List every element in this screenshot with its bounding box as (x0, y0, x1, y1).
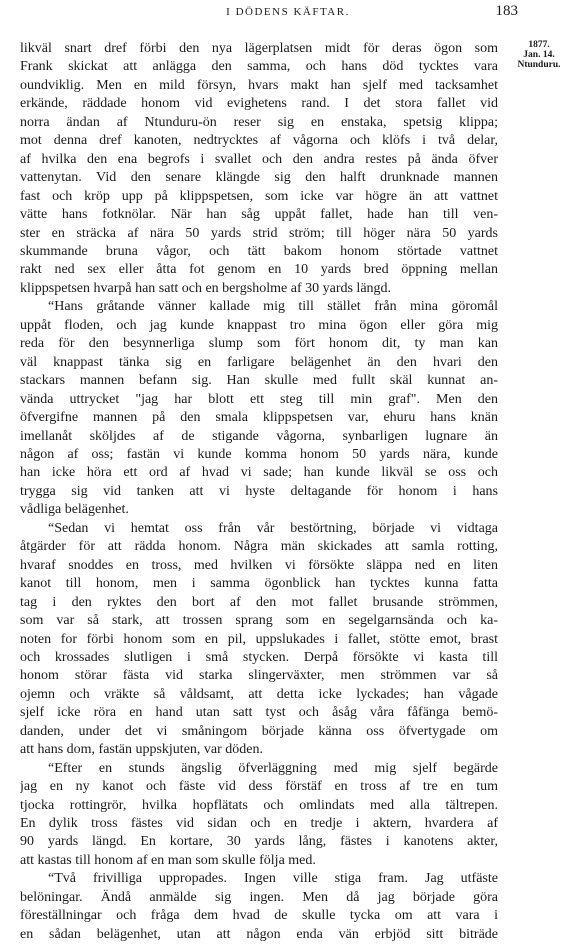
text-line: danden, under det vi småningom började känna oss öfvertygade om (20, 723, 498, 739)
page-header (0, 3, 576, 26)
text-line: skummande bruna vågor, och tätt bakom honom störtade vattnet (20, 243, 498, 259)
text-line: att hans dom, fastän uppskjuten, var döden. (20, 742, 264, 758)
text-line: “Efter en stunds ängslig öfverläggning med mig sjelf begärde (48, 760, 498, 776)
text-line: erkände, räddade honom vid evighetens rand. I det stora fallet vid (20, 96, 498, 112)
text-line: En dylik tross fästes vid sidan och en tredje i aktern, hvardera af (20, 816, 498, 832)
text-line: ster en sträcka af nära 50 yards strid ström; till höger nära 50 yards (20, 225, 498, 241)
text-line: åtgärder för att rädda honom. Några män skickades att samla rotting, (20, 539, 498, 555)
text-line: hvaraf snoddes en tross, med hvilken vi försökte släppa ned en liten (20, 557, 498, 573)
text-line: som var så stark, att trossen sprang som en segelgarnsända och ka- (20, 613, 498, 629)
text-line: ojemn och vräkte så våldsamt, att detta icke lyckades; han vågade (20, 686, 498, 702)
text-line: “Två frivilliga uppropades. Ingen ville stiga fram. Jag utfäste (48, 871, 498, 887)
text-line: belöningar. Ändå anmälde sig ingen. Men då jag började göra (20, 889, 498, 905)
text-line: han icke höra ett ord af hvad vi sade; han kunde likväl se oss och (20, 465, 498, 481)
text-line: likväl snart dref förbi den nya lägerplatsen midt för deras ögon som (20, 41, 498, 56)
text-line: mot denna dref kanoten, nedtrycktes af vågorna och klöfs i två delar, (20, 133, 498, 149)
text-line: en sådan belägenhet, utan att någon enda vän erbjöd sitt biträde (20, 926, 498, 942)
page-number: 183 (495, 3, 518, 19)
text-line: reda för den besynnerliga slump som fört honom dit, ty man kan (20, 336, 498, 352)
text-line: väl knappast tänka sig en farligare belägenhet än den hvari den (20, 354, 498, 370)
margin-note (505, 40, 573, 70)
text-line: kanot till honom, men i samma ögonblick han tycktes kunna fatta (20, 576, 498, 592)
text-line: trygga sig vid tanken att vi hyste deltagande för honom i hans (20, 483, 498, 499)
margin-note-place: Ntunduru. (517, 60, 561, 70)
text-line: vådliga belägenhet. (20, 502, 129, 518)
body-text (20, 40, 498, 944)
text-line: klippspetsen hvarpå han satt och en bergsholme af 30 yards längd. (20, 280, 392, 296)
text-line: Frank skickat att anlägga den samma, och hans död tycktes vara (20, 59, 498, 75)
text-line: noten for förbi honom som en pil, uppslukades i fallet, stötte emot, brast (20, 631, 498, 647)
text-line: 90 yards längd. En kortare, 30 yards lång, fästes i kanotens akter, (20, 834, 498, 850)
text-line: någon af oss; fastän vi kunde komma honom 50 yards nära, kunde (20, 446, 498, 462)
text-line: af hvilka den ena begrofs i svallet och den andra restes på ända öfver (20, 151, 498, 167)
text-line: imellanåt sköljdes af de stigande vågorna, synbarligen lugnare än (20, 428, 498, 444)
text-line: tag i den ryktes den bort af den mot fallet brusande strömmen, (20, 594, 498, 610)
text-line: föreställningar och fråga dem hvad de skulle tycka om att vara i (20, 908, 498, 924)
text-line: att kastas till honom af en man som skulle följa med. (20, 852, 316, 868)
text-line: sjelf icke röra en hand utan satt tyst och åsåg våra fåfänga bemö- (20, 705, 498, 721)
margin-note-year: 1877. (528, 40, 550, 50)
text-line: vattenytan. Vid den senare klängde sig den halft drunknade mannen (20, 170, 498, 186)
running-head: I DÖDENS KÄFTAR. (226, 6, 350, 18)
text-line: tjocka rottingrör, hvilka hopflätats och omlindats med alla tältrepen. (20, 797, 498, 813)
text-line: rakt ned sex eller åtta fot genom en 10 yards bred öppning mellan (20, 262, 498, 278)
text-line: “Sedan vi hemtat oss från vår bestörtning, började vi vidtaga (48, 520, 498, 536)
text-line: jag en ny kanot och fäste vid dess förstäf en tross af tre en tum (20, 779, 498, 795)
text-line: öfvergifne mannen på den smala klippspetsen var, ehuru hans knän (20, 410, 498, 426)
margin-note-date: Jan. 14. (523, 50, 555, 60)
text-line: vända uttrycket "jag har blott ett steg till min graf". Men den (20, 391, 498, 407)
text-line: honom störar fästa vid starka slingerväxter, men strömmen var så (20, 668, 498, 684)
text-line: uppåt floden, och jag kunde knappast tro mina ögon eller göra mig (20, 317, 498, 333)
text-line: “Hans gråtande vänner kallade mig till stället från mina göromål (48, 299, 498, 315)
text-line: fast och kröp upp på klippspetsen, som icke var högre än att vattnet (20, 188, 498, 204)
text-line: oundviklig. Men en mild försyn, hvars makt han sjelf med tacksamhet (20, 77, 498, 93)
text-line: stackars mannen befann sig. Han skulle med fullt skäl kunnat an- (20, 373, 498, 389)
text-line: norra ändan af Ntunduru-ön reser sig en enstaka, spetsig klippa; (20, 114, 498, 130)
text-line: och krossades slutligen i små stycken. Derpå försökte vi kasta till (20, 649, 498, 665)
text-line: vätte hans fotknölar. När han såg uppåt fallet, hade han till ven- (20, 207, 498, 223)
